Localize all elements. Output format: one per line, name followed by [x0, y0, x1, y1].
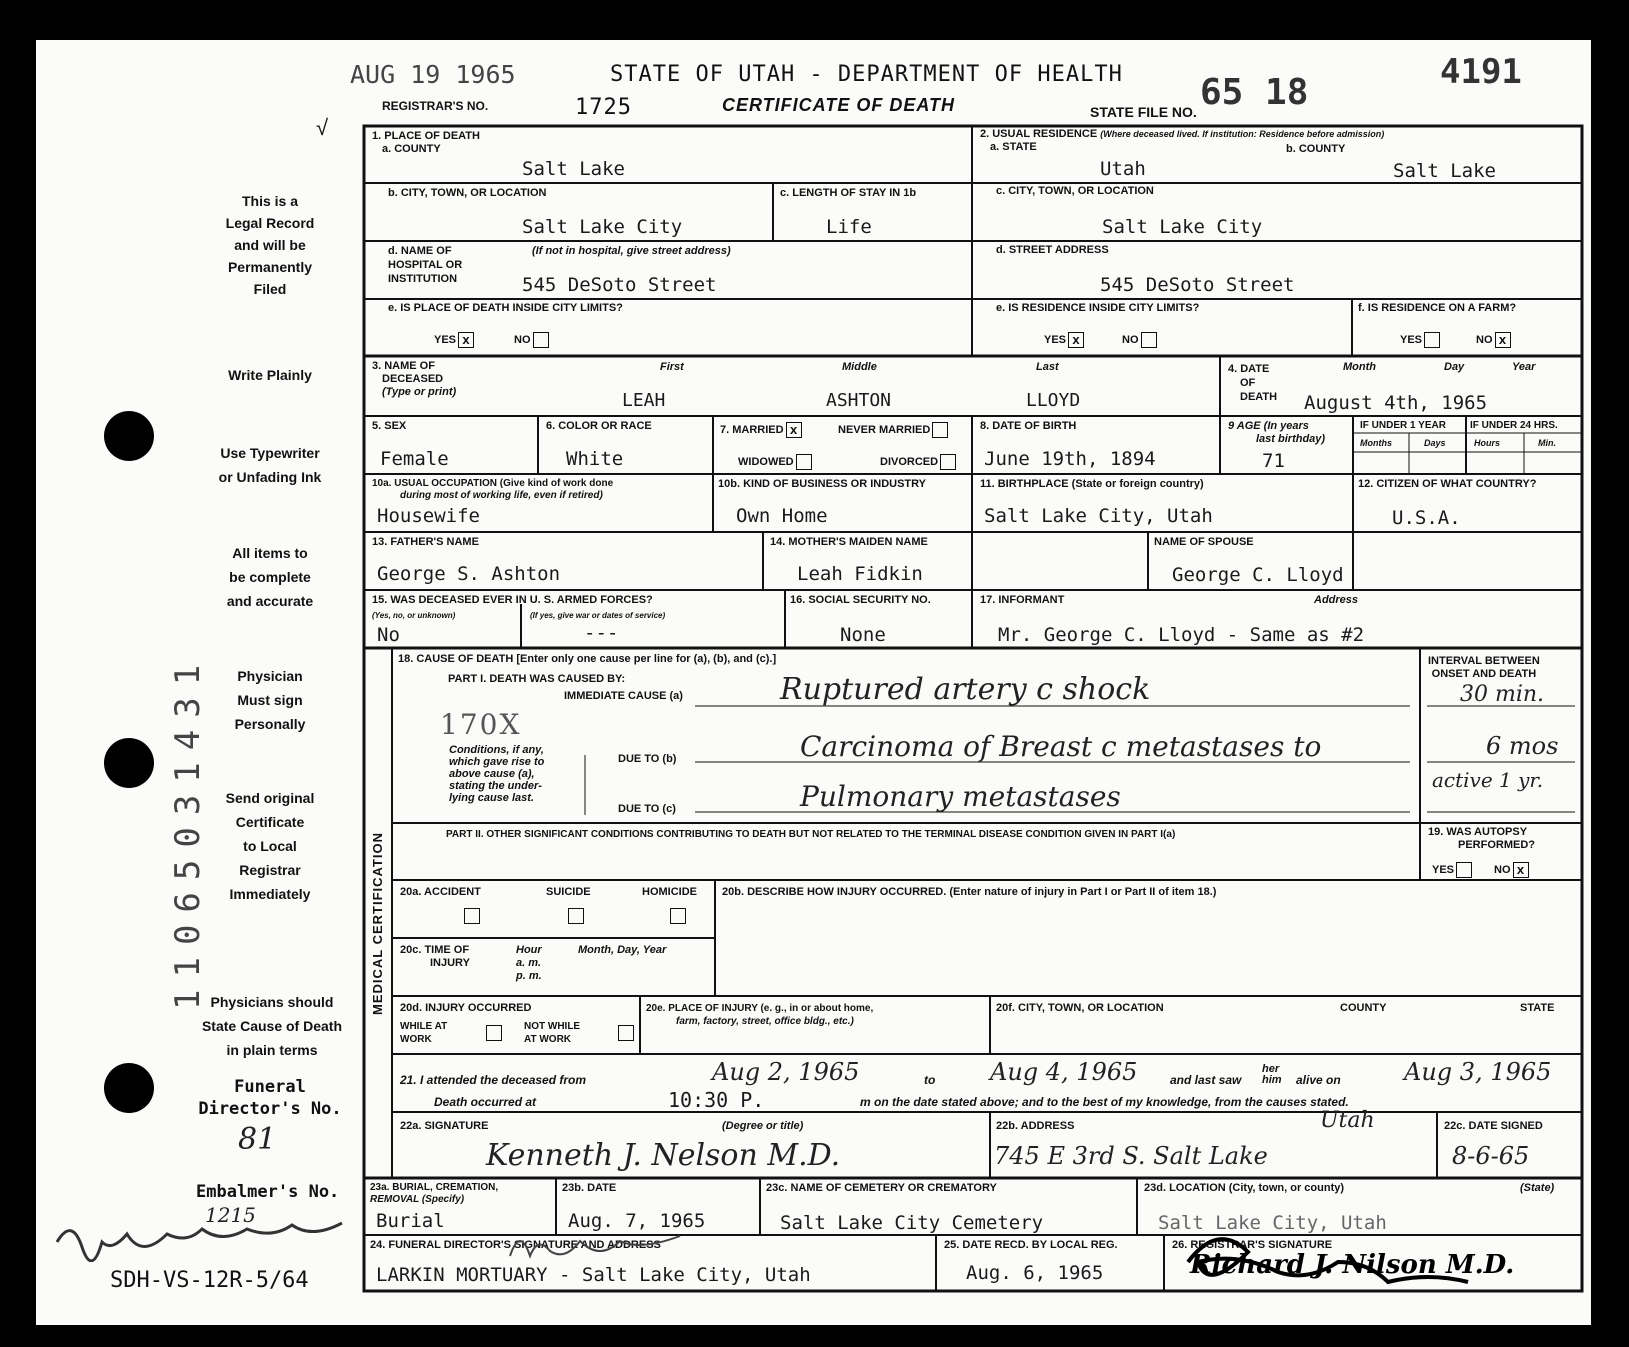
sex-label: 5. SEX: [372, 420, 407, 432]
interval-label: INTERVAL BETWEEN ONSET AND DEATH: [1428, 655, 1540, 680]
embalmer-label: Embalmer's No.: [196, 1182, 340, 1202]
race: White: [566, 448, 624, 470]
cause-a: Ruptured artery c shock: [780, 672, 1151, 707]
funeral-signature-scrawl: [500, 1226, 700, 1266]
time-of-injury-label: 20c. TIME OF INJURY: [400, 944, 470, 969]
certificate-title: CERTIFICATE OF DEATH: [722, 95, 955, 115]
interval-b: 6 mos: [1486, 732, 1559, 760]
autopsy-yes: YES: [1432, 862, 1472, 878]
suicide-box[interactable]: [568, 908, 584, 924]
first-name: LEAH: [622, 390, 666, 411]
citizen-label: 12. CITIZEN OF WHAT COUNTRY?: [1358, 478, 1537, 490]
widowed-box[interactable]: [796, 454, 812, 470]
armed-forces-label: 15. WAS DECEASED EVER IN U. S. ARMED FORCES?: [372, 594, 653, 606]
ssn-label: 16. SOCIAL SECURITY NO.: [790, 594, 931, 606]
cemetery-label: 23c. NAME OF CEMETERY OR CREMATORY: [766, 1182, 997, 1194]
burial-date-label: 23b. DATE: [562, 1182, 617, 1194]
time-of-death: 10:30 P.: [668, 1088, 765, 1112]
due-to-b-label: DUE TO (b): [618, 753, 677, 765]
physician-address-label: 22b. ADDRESS: [996, 1120, 1075, 1132]
residence-city-label: c. CITY, TOWN, OR LOCATION: [996, 185, 1154, 197]
death-inside-city-label: e. IS PLACE OF DEATH INSIDE CITY LIMITS?: [388, 302, 623, 314]
age: 71: [1262, 450, 1285, 472]
race-label: 6. COLOR OR RACE: [546, 420, 652, 432]
medical-certification-side: MEDICAL CERTIFICATION: [370, 831, 385, 1015]
her-him-label: her him: [1262, 1063, 1282, 1086]
autopsy-no: NO x: [1494, 862, 1529, 878]
diagnosis-code: 170X: [440, 708, 522, 741]
state-file-stamp: 65 18: [1200, 72, 1309, 113]
department-title: STATE OF UTAH - DEPARTMENT OF HEALTH: [610, 62, 1123, 87]
date-of-death-label: 4. DATE OF DEATH: [1228, 363, 1278, 403]
war-dates: ---: [584, 622, 619, 644]
legal-record-note: This is a Legal Record and will be Permanently Filed: [225, 193, 315, 297]
residence-inside-label: e. IS RESIDENCE INSIDE CITY LIMITS?: [996, 302, 1200, 314]
autopsy-yes-box[interactable]: [1456, 862, 1472, 878]
residence-state: Utah: [1100, 158, 1146, 180]
homicide-box[interactable]: [670, 908, 686, 924]
last-saw-label: and last saw: [1170, 1073, 1242, 1087]
city-of-injury-label: 20f. CITY, TOWN, OR LOCATION: [996, 1002, 1164, 1014]
typewriter-note: Use Typewriter or Unfading Ink: [218, 445, 322, 485]
date-of-death: August 4th, 1965: [1304, 392, 1488, 414]
burial-state-label: (State): [1520, 1182, 1555, 1194]
farm-yes: YES: [1400, 332, 1440, 348]
year-label: Year: [1512, 361, 1536, 373]
registrar-signature-label: 26. REGISTRAR'S SIGNATURE: [1172, 1239, 1333, 1251]
death-inside-no: NO: [514, 332, 549, 348]
physician-sign-note: Physician Must sign Personally: [234, 668, 306, 732]
married-label: 7. MARRIED x: [720, 422, 802, 438]
residence-city: Salt Lake City: [1102, 216, 1263, 238]
accident-box[interactable]: [464, 908, 480, 924]
occurred-at-label: Death occurred at: [434, 1095, 537, 1109]
top-right-number: 4191: [1440, 52, 1522, 92]
mother-label: 14. MOTHER'S MAIDEN NAME: [770, 536, 928, 548]
under-24-hrs-label: IF UNDER 24 HRS.: [1470, 420, 1558, 431]
first-label: First: [660, 361, 684, 373]
occupation-label: 10a. USUAL OCCUPATION (Give kind of work done during most of working life, even if retired): [372, 478, 614, 501]
county-label: COUNTY: [1340, 1002, 1387, 1014]
months-label: Months: [1360, 438, 1392, 448]
spouse-label: NAME OF SPOUSE: [1154, 536, 1254, 548]
place-of-death-label: 1. PLACE OF DEATH a. COUNTY: [372, 130, 480, 155]
death-inside-no-box[interactable]: [533, 332, 549, 348]
birthplace-label: 11. BIRTHPLACE (State or foreign country): [980, 478, 1204, 490]
burial-type: Burial: [376, 1210, 445, 1232]
microfilm-number: 11065031431: [168, 652, 208, 1010]
state-label: STATE: [1520, 1002, 1555, 1014]
farm-yes-box[interactable]: [1424, 332, 1440, 348]
informant-address-label: Address: [1314, 594, 1359, 606]
embalmer-no: 1215: [205, 1203, 256, 1227]
describe-injury-label: 20b. DESCRIBE HOW INJURY OCCURRED. (Enter nature of injury in Part I or Part II of item 18.): [722, 886, 1217, 898]
death-county: Salt Lake: [522, 158, 625, 180]
hour-label: Hour a. m. p. m.: [516, 944, 542, 982]
funeral-director-label: Funeral Director's No.: [198, 1077, 342, 1119]
farm-label: f. IS RESIDENCE ON A FARM?: [1358, 302, 1517, 314]
death-inside-yes: YES x: [434, 332, 474, 348]
check-mark: √: [316, 115, 329, 140]
hospital-label: d. NAME OF HOSPITAL OR INSTITUTION: [388, 245, 463, 285]
burial-location: Salt Lake City, Utah: [1158, 1212, 1387, 1234]
last-name: LLOYD: [1026, 390, 1081, 411]
hospital-address: 545 DeSoto Street: [522, 274, 717, 296]
days-label: Days: [1424, 438, 1446, 448]
month-label: Month: [1343, 361, 1376, 373]
death-inside-yes-box[interactable]: x: [458, 332, 474, 348]
while-at-work-box[interactable]: [486, 1025, 502, 1041]
registrar-no: 1725: [575, 95, 632, 120]
cause-of-death-label: 18. CAUSE OF DEATH [Enter only one cause per line for (a), (b), and (c).]: [398, 653, 777, 665]
accident-label: 20a. ACCIDENT: [400, 886, 481, 898]
write-plainly-note: Write Plainly: [228, 367, 312, 383]
spouse-name: George C. Lloyd: [1172, 564, 1344, 586]
business: Own Home: [736, 505, 828, 527]
attestation: m on the date stated above; and to the best of my knowledge, from the causes stated.: [860, 1095, 1349, 1109]
age-label: 9 AGE (In years last birthday): [1228, 420, 1326, 445]
armed-note-1: (Yes, no, or unknown): [372, 611, 456, 620]
mother-name: Leah Fidkin: [797, 563, 923, 585]
sex: Female: [380, 448, 449, 470]
while-at-work: WHILE AT WORK: [400, 1021, 448, 1045]
occupation: Housewife: [377, 505, 480, 527]
residence-county-label: b. COUNTY: [1286, 143, 1346, 155]
attended-to: Aug 4, 1965: [990, 1058, 1138, 1086]
stay-label: c. LENGTH OF STAY IN 1b: [780, 187, 917, 199]
under-1-year-label: IF UNDER 1 YEAR: [1360, 420, 1446, 431]
date-stamp: AUG 19 1965: [350, 60, 516, 89]
min-label: Min.: [1538, 438, 1556, 448]
physician-address: 745 E 3rd S. Salt Lake: [994, 1142, 1268, 1170]
burial-location-label: 23d. LOCATION (City, town, or county): [1144, 1182, 1345, 1194]
armed-note-2: (If yes, give war or dates of service): [530, 611, 666, 620]
residence-label: 2. USUAL RESIDENCE (Where deceased lived. If institution: Residence before admission) a. STATE: [980, 128, 1385, 153]
date-signed: 8-6-65: [1452, 1142, 1530, 1170]
street-label: d. STREET ADDRESS: [996, 244, 1109, 256]
part-1-label: PART I. DEATH WAS CAUSED BY:: [448, 673, 626, 685]
hospital-note: (If not in hospital, give street address): [532, 245, 731, 257]
date-of-birth: June 19th, 1894: [984, 448, 1156, 470]
state-cause-note: Physicians should State Cause of Death in plain terms: [201, 994, 343, 1058]
conditions-label: Conditions, if any, which gave rise to above cause (a), stating the under- lying cause last.: [449, 744, 545, 804]
cemetery: Salt Lake City Cemetery: [780, 1212, 1044, 1234]
autopsy-no-box[interactable]: x: [1513, 862, 1529, 878]
registrar-signature-flourish: [1168, 1222, 1548, 1302]
never-married-label: NEVER MARRIED: [838, 422, 948, 438]
middle-label: Middle: [842, 361, 877, 373]
degree-label: (Degree or title): [722, 1120, 804, 1132]
homicide-label: HOMICIDE: [642, 886, 697, 898]
alive-on-date: Aug 3, 1965: [1404, 1058, 1552, 1086]
embalmer-signature: [52, 1222, 362, 1270]
last-label: Last: [1036, 361, 1059, 373]
interval-c: active 1 yr.: [1432, 768, 1544, 792]
not-while-at-work-box[interactable]: [618, 1025, 634, 1041]
embalmer-signature-scrawl: [52, 1222, 362, 1262]
attended-label: 21. I attended the deceased from: [400, 1073, 587, 1087]
citizen: U.S.A.: [1392, 507, 1461, 529]
informant: Mr. George C. Lloyd - Same as #2: [998, 624, 1365, 646]
middle-name: ASHTON: [826, 390, 892, 411]
length-of-stay: Life: [826, 216, 872, 238]
cause-c: Pulmonary metastases: [800, 780, 1121, 813]
funeral-director: LARKIN MORTUARY - Salt Lake City, Utah: [376, 1264, 811, 1286]
never-married-box[interactable]: [932, 422, 948, 438]
to-label: to: [924, 1073, 936, 1087]
residence-street: 545 DeSoto Street: [1100, 274, 1295, 296]
registrar-signature: Richard J. Nilson M.D.: [1190, 1250, 1515, 1280]
day-label: Day: [1444, 361, 1465, 373]
death-city: Salt Lake City: [522, 216, 683, 238]
injury-occurred-label: 20d. INJURY OCCURRED: [400, 1002, 532, 1014]
date-signed-label: 22c. DATE SIGNED: [1444, 1120, 1543, 1132]
interval-a: 30 min.: [1460, 682, 1545, 707]
father-name: George S. Ashton: [377, 563, 561, 585]
date-recd-label: 25. DATE RECD. BY LOCAL REG.: [944, 1239, 1118, 1251]
farm-no: NO x: [1476, 332, 1511, 348]
funeral-signature: [500, 1226, 700, 1271]
signature-label: 22a. SIGNATURE: [400, 1120, 489, 1132]
residence-inside-no-box[interactable]: [1141, 332, 1157, 348]
funeral-director-no: 81: [238, 1122, 277, 1157]
widowed-label: WIDOWED: [738, 454, 812, 470]
informant-label: 17. INFORMANT: [980, 594, 1065, 606]
name-label: 3. NAME OF DECEASED (Type or print): [372, 360, 457, 398]
autopsy-label: 19. WAS AUTOPSY PERFORMED?: [1428, 826, 1535, 851]
residence-inside-yes-box[interactable]: x: [1068, 332, 1084, 348]
immediate-cause-label: IMMEDIATE CAUSE (a): [564, 690, 683, 702]
birthplace: Salt Lake City, Utah: [984, 505, 1213, 527]
cause-b: Carcinoma of Breast c metastases to: [800, 730, 1322, 763]
social-security: None: [840, 624, 886, 646]
death-city-label: b. CITY, TOWN, OR LOCATION: [388, 187, 547, 199]
armed-forces: No: [377, 624, 400, 646]
funeral-director-sig-label: 24. FUNERAL DIRECTOR'S SIGNATURE AND ADDRESS: [370, 1239, 661, 1251]
complete-note: All items to be complete and accurate: [226, 545, 314, 609]
physician-address-state: Utah: [1320, 1108, 1375, 1133]
residence-county: Salt Lake: [1393, 160, 1496, 182]
due-to-c-label: DUE TO (c): [618, 803, 676, 815]
physician-signature: Kenneth J. Nelson M.D.: [486, 1138, 841, 1173]
send-original-note: Send original Certificate to Local Registrar Immediately: [225, 790, 315, 902]
date-received: Aug. 6, 1965: [966, 1262, 1104, 1284]
month-day-year-label: Month, Day, Year: [578, 944, 667, 956]
state-file-label: STATE FILE NO.: [1090, 104, 1197, 120]
suicide-label: SUICIDE: [546, 886, 591, 898]
form-code: SDH-VS-12R-5/64: [110, 1268, 309, 1293]
alive-on-label: alive on: [1296, 1073, 1341, 1087]
farm-no-box[interactable]: x: [1495, 332, 1511, 348]
divorced-label: DIVORCED: [880, 454, 956, 470]
place-of-injury-label: 20e. PLACE OF INJURY (e. g., in or about home, farm, factory, street, office bldg., etc.): [646, 1003, 874, 1027]
divorced-box[interactable]: [940, 454, 956, 470]
registrar-no-label: REGISTRAR'S NO.: [382, 99, 489, 113]
residence-inside-yes: YES x: [1044, 332, 1084, 348]
father-label: 13. FATHER'S NAME: [372, 536, 479, 548]
business-label: 10b. KIND OF BUSINESS OR INDUSTRY: [718, 478, 927, 490]
burial-date: Aug. 7, 1965: [568, 1210, 706, 1232]
dob-label: 8. DATE OF BIRTH: [980, 420, 1077, 432]
married-box[interactable]: x: [786, 422, 802, 438]
part-2-label: PART II. OTHER SIGNIFICANT CONDITIONS CONTRIBUTING TO DEATH BUT NOT RELATED TO THE TERMINAL DISEASE CONDITION GIVEN IN PART I(a): [446, 829, 1176, 840]
residence-inside-no: NO: [1122, 332, 1157, 348]
burial-type-label: 23a. BURIAL, CREMATION, REMOVAL (Specify): [370, 1182, 499, 1205]
attended-from: Aug 2, 1965: [712, 1058, 860, 1086]
not-while-at-work: NOT WHILE AT WORK: [524, 1021, 581, 1045]
hours-label: Hours: [1474, 438, 1501, 448]
